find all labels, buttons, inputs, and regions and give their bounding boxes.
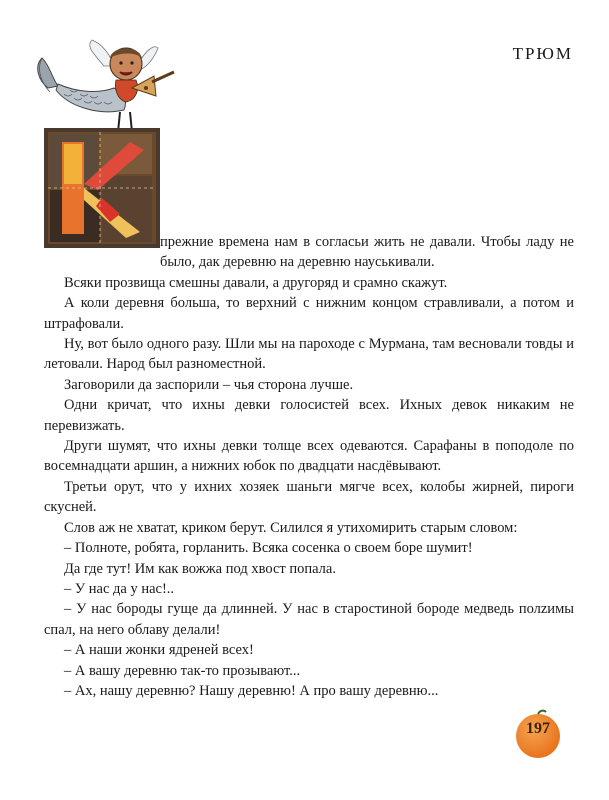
page-number: 197 xyxy=(526,720,550,737)
paragraph: – Полноте, робята, горланить. Всяка сосенка о своем боре шумит! xyxy=(64,540,473,557)
paragraph: Да где тут! Им как вожжа под хвост попала. xyxy=(64,560,336,577)
mermaid-with-balalaika-icon xyxy=(28,36,208,134)
paragraph: Одни кричат, что ихны девки голосистей всех. Ихных девок никаким не перевизжать. xyxy=(44,397,574,434)
paragraph: – Ах, нашу деревню? Нашу деревню! А про вашу деревню... xyxy=(64,682,439,699)
body-text xyxy=(44,228,574,701)
page-number-badge xyxy=(512,708,564,760)
paragraph: – А вашу деревню так-то прозывают... xyxy=(64,662,301,679)
paragraph: Заговорили да заспорили – чья сторона лучше. xyxy=(64,376,354,393)
paragraph: Всяки прозвища смешны давали, а другоряд и срамно скажут. xyxy=(64,274,448,291)
paragraph: Други шумят, что ихны девки толще всех одеваются. Сарафаны в поподоле по восемнадцати аршин, а нижних юбок по двадцати насдёвывают. xyxy=(44,438,574,475)
paragraph: – А наши жонки ядреней всех! xyxy=(64,642,254,659)
running-header: ТРЮМ xyxy=(512,44,573,63)
paragraph: А коли деревня больша, то верхний с нижним концом стравливали, а потом и штрафовали. xyxy=(44,295,574,332)
paragraph: прежние времена нам в согласьи жить не давали. Чтобы ладу не было, дак деревню на деревню науськивали. xyxy=(160,234,574,271)
paragraph: – У нас да у нас!.. xyxy=(64,580,175,597)
paragraph: Ну, вот было одного разу. Шли мы на пароходе с Мурмана, там весновали товды и летовали. Народ был разноместной. xyxy=(44,336,574,373)
paragraph: Третьи орут, что у ихних хозяек шаньги мягче всех, колобы жирней, пироги скусней. xyxy=(44,478,574,516)
paragraph: – У нас бороды гуще да длинней. У нас в старостиной бороде медведь полzимы спал, на него облаву делали! xyxy=(44,601,574,638)
paragraph: Слов аж не хватат, криком берут. Силился я утихомирить старым словом: xyxy=(64,519,518,536)
